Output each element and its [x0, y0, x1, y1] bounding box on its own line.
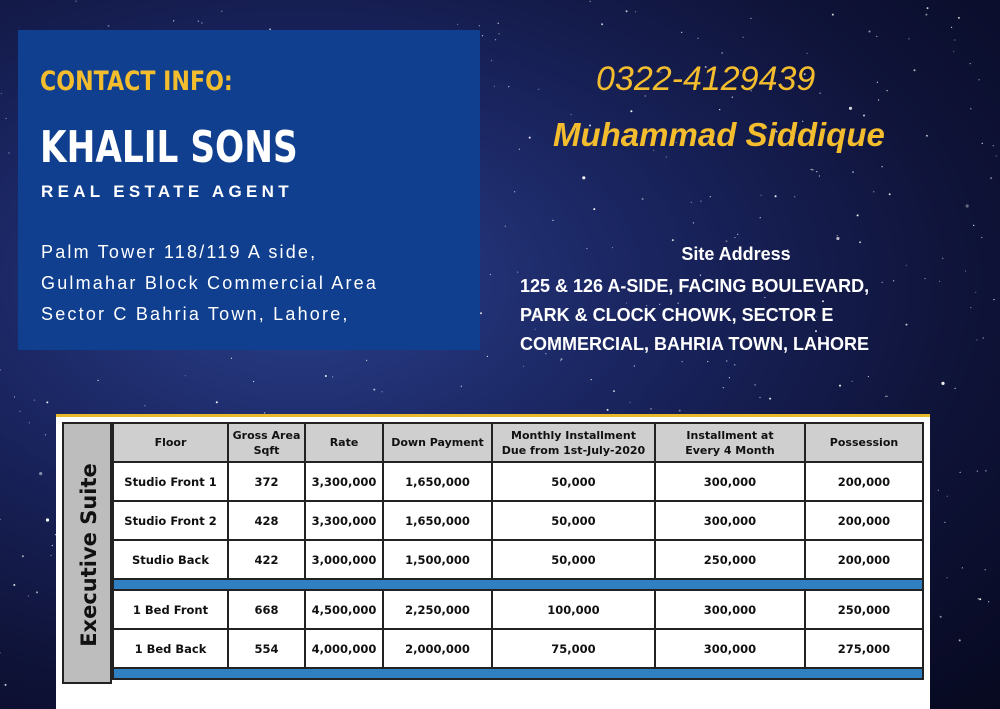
table-cell: 50,000 [492, 462, 655, 501]
star [34, 400, 35, 401]
star [722, 52, 723, 53]
star [958, 17, 960, 19]
star [6, 118, 7, 119]
star [960, 472, 961, 473]
table-cell: 200,000 [805, 540, 923, 579]
star [29, 422, 30, 423]
star [857, 214, 859, 216]
star [571, 114, 572, 115]
star [381, 391, 382, 392]
table-cell: 554 [228, 629, 305, 668]
phone-number: 0322-4129439 [596, 60, 816, 98]
star [325, 375, 327, 377]
price-table [112, 422, 924, 680]
star [231, 358, 232, 359]
star [482, 35, 483, 36]
star [672, 239, 674, 241]
star [39, 472, 42, 475]
star [873, 191, 874, 192]
star [5, 684, 7, 686]
star [726, 240, 728, 242]
star [926, 135, 928, 137]
star [560, 360, 561, 361]
star [966, 204, 969, 207]
star [970, 63, 971, 64]
star [28, 595, 29, 596]
table-body [113, 462, 923, 679]
column-header: Rate [305, 423, 383, 462]
site-address-line: 125 & 126 A-SIDE, FACING BOULEVARD, [520, 276, 870, 296]
star [820, 93, 821, 94]
star [642, 198, 644, 200]
star [697, 38, 698, 39]
table-cell: 4,000,000 [305, 629, 383, 668]
star [253, 381, 254, 382]
star [978, 598, 979, 599]
star [75, 1, 76, 2]
table-row [113, 462, 923, 501]
star [650, 408, 651, 409]
star [221, 11, 222, 12]
star [517, 272, 518, 273]
star [457, 24, 458, 25]
column-header: Floor [113, 423, 228, 462]
star [729, 377, 730, 378]
table-cell: 100,000 [492, 590, 655, 629]
group-separator [113, 579, 923, 590]
star [487, 356, 488, 357]
star [951, 27, 952, 28]
table-cell: 1 Bed Front [113, 590, 228, 629]
star [508, 86, 509, 87]
star [985, 569, 986, 570]
star [108, 25, 110, 27]
star [693, 222, 694, 223]
table-row [113, 629, 923, 668]
star [366, 360, 367, 361]
table-cell: 300,000 [655, 590, 805, 629]
site-address-line: COMMERCIAL, BAHRIA TOWN, LAHORE [520, 334, 869, 354]
column-header: Gross Area Sqft [228, 423, 305, 462]
star [887, 90, 888, 91]
star [719, 109, 720, 110]
star [13, 584, 15, 586]
star [45, 434, 46, 435]
star [886, 396, 887, 397]
table-cell: 250,000 [655, 540, 805, 579]
table-cell: 250,000 [805, 590, 923, 629]
star [941, 382, 944, 385]
star [198, 21, 199, 22]
table-cell: 372 [228, 462, 305, 501]
table-cell: 75,000 [492, 629, 655, 668]
star [98, 380, 99, 381]
star [495, 39, 496, 40]
star [938, 490, 939, 491]
table-cell: 4,500,000 [305, 590, 383, 629]
star [710, 196, 711, 197]
table-cell: 50,000 [492, 501, 655, 540]
star [990, 177, 992, 179]
group-separator-bar [113, 579, 923, 590]
star [982, 143, 983, 144]
office-address [41, 237, 481, 330]
star [734, 237, 735, 238]
star [836, 237, 839, 240]
star [927, 7, 929, 9]
star [852, 171, 854, 173]
star [761, 195, 762, 196]
star [201, 22, 202, 23]
star [630, 402, 631, 403]
star [878, 99, 879, 100]
star [849, 107, 852, 110]
star [8, 152, 9, 153]
star [0, 369, 1, 370]
star [51, 555, 52, 556]
star [775, 195, 777, 197]
table-cell: 275,000 [805, 629, 923, 668]
table-cell: 2,000,000 [383, 629, 492, 668]
star [852, 381, 853, 382]
star [743, 37, 744, 38]
star [750, 18, 751, 19]
category-side-label: Executive Suite [77, 463, 101, 647]
star [185, 375, 186, 376]
star [877, 82, 878, 83]
star [490, 274, 491, 275]
table-cell: 422 [228, 540, 305, 579]
table-row [113, 501, 923, 540]
star [993, 299, 994, 300]
star [944, 522, 945, 523]
site-address-label: Site Address [681, 244, 791, 264]
table-cell: 1 Bed Back [113, 629, 228, 668]
category-side-label-box [62, 422, 112, 684]
contact-person: Muhammad Siddique [553, 116, 885, 153]
table-cell: 2,250,000 [383, 590, 492, 629]
star [552, 220, 553, 221]
star [1, 93, 2, 94]
star [977, 471, 978, 472]
table-cell: 1,650,000 [383, 462, 492, 501]
star [52, 545, 53, 546]
star [769, 398, 771, 400]
star [811, 169, 812, 170]
star [876, 36, 877, 37]
star [908, 38, 909, 39]
star [954, 39, 955, 40]
site-address [520, 272, 990, 359]
table-cell: 3,300,000 [305, 501, 383, 540]
star [0, 519, 1, 520]
table-cell: 3,000,000 [305, 540, 383, 579]
star [819, 175, 820, 176]
star [514, 191, 515, 192]
star [173, 20, 174, 21]
star [734, 364, 735, 365]
table-cell: 1,650,000 [383, 501, 492, 540]
star [20, 411, 21, 412]
table-cell: 300,000 [655, 629, 805, 668]
star [36, 591, 38, 593]
table-cell: 50,000 [492, 540, 655, 579]
table-row [113, 590, 923, 629]
column-header: Monthly Installment Due from 1st-July-2020 [492, 423, 655, 462]
star [947, 496, 948, 497]
star [953, 51, 954, 52]
star [869, 31, 871, 33]
star [373, 389, 375, 391]
table-row [113, 540, 923, 579]
table-cell: 668 [228, 590, 305, 629]
company-name: KHALIL SONS [40, 122, 298, 173]
star [607, 409, 609, 411]
star [970, 108, 971, 109]
star [832, 14, 834, 16]
star [601, 23, 603, 25]
star [499, 33, 500, 34]
star [962, 567, 963, 568]
star [985, 470, 986, 471]
column-header: Installment at Every 4 Month [655, 423, 805, 462]
star [613, 390, 615, 392]
star [755, 384, 756, 385]
star [996, 155, 997, 156]
table-cell: 300,000 [655, 462, 805, 501]
star [889, 193, 891, 195]
star [816, 171, 817, 172]
table-cell: 428 [228, 501, 305, 540]
star [988, 601, 989, 602]
company-tagline: REAL ESTATE AGENT [41, 182, 293, 201]
address-line: Gulmahar Block Commercial Area [41, 273, 379, 293]
star [505, 226, 506, 227]
star [681, 32, 682, 33]
star [794, 196, 795, 197]
table-cell: 300,000 [655, 501, 805, 540]
star [22, 555, 24, 557]
star [691, 202, 692, 203]
star [144, 405, 145, 406]
star [925, 14, 927, 16]
star [700, 201, 701, 202]
star [882, 166, 883, 167]
star [666, 156, 667, 157]
star [593, 208, 595, 210]
star [946, 577, 947, 578]
group-separator [113, 668, 923, 679]
star [479, 25, 480, 26]
star [590, 1, 591, 2]
star [494, 86, 495, 87]
star [812, 169, 814, 171]
star [807, 53, 808, 54]
star [523, 366, 524, 367]
star [634, 365, 635, 366]
star [626, 10, 628, 12]
column-header: Possession [805, 423, 923, 462]
star [955, 388, 956, 389]
star [914, 69, 916, 71]
star [723, 387, 724, 388]
address-line: Palm Tower 118/119 A side, [41, 242, 318, 262]
site-address-line: PARK & CLOCK CHOWK, SECTOR E [520, 305, 834, 325]
star [981, 237, 982, 238]
contact-info-box [18, 30, 480, 350]
table-cell: 200,000 [805, 501, 923, 540]
star [868, 376, 869, 377]
star [332, 376, 333, 377]
star [498, 23, 499, 24]
group-separator-bar [113, 668, 923, 679]
star [635, 11, 636, 12]
table-header-row [113, 423, 923, 462]
contact-heading: CONTACT INFO: [40, 66, 233, 97]
star [491, 60, 492, 61]
star [591, 379, 592, 380]
star [859, 241, 861, 243]
star [973, 225, 974, 226]
table-cell: Studio Front 1 [113, 462, 228, 501]
star [682, 361, 683, 362]
star [959, 639, 961, 641]
star [14, 396, 15, 397]
star [760, 217, 761, 218]
star [979, 79, 980, 80]
star [707, 361, 708, 362]
table-cell: 1,500,000 [383, 540, 492, 579]
star [529, 137, 531, 139]
star [46, 401, 48, 403]
address-line: Sector C Bahria Town, Lahore, [41, 304, 350, 324]
star [885, 396, 886, 397]
star [737, 234, 738, 235]
star [582, 176, 585, 179]
star [993, 145, 994, 146]
table-cell: Studio Back [113, 540, 228, 579]
star [538, 89, 539, 90]
star [519, 149, 520, 150]
star [0, 652, 1, 653]
table-cell: 3,300,000 [305, 462, 383, 501]
column-header: Down Payment [383, 423, 492, 462]
table-cell: Studio Front 2 [113, 501, 228, 540]
star [979, 598, 981, 600]
star [839, 385, 841, 387]
table-cell: 200,000 [805, 462, 923, 501]
star [679, 410, 681, 412]
star [726, 360, 727, 361]
star [46, 518, 49, 521]
star [940, 616, 942, 618]
star [630, 110, 632, 112]
star [461, 386, 462, 387]
star [837, 235, 838, 236]
star [216, 401, 218, 403]
star [759, 397, 760, 398]
